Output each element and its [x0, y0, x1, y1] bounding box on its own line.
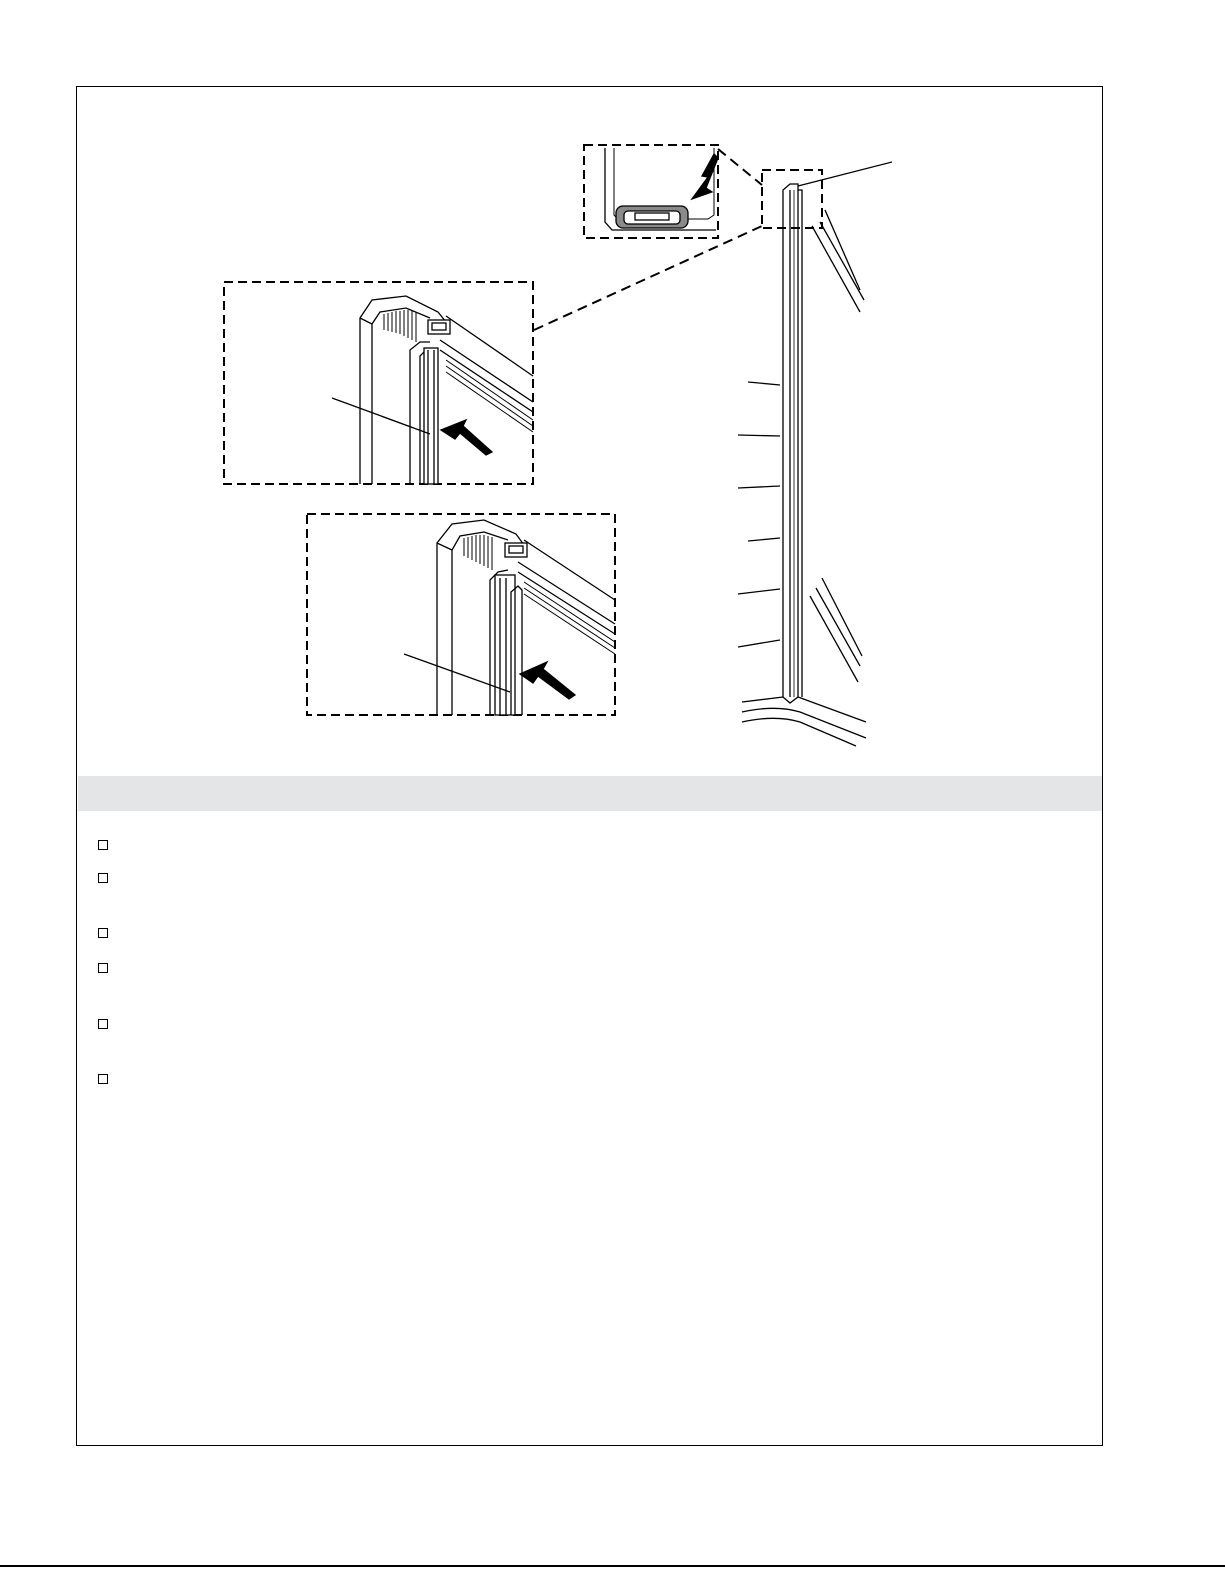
checkbox-icon[interactable] — [98, 963, 108, 973]
checkbox-icon[interactable] — [98, 928, 108, 938]
footer-rule — [0, 1565, 1225, 1567]
content-frame — [76, 86, 1103, 1446]
checkbox-icon[interactable] — [98, 1019, 108, 1029]
checkbox-icon[interactable] — [98, 873, 108, 883]
checkbox-icon[interactable] — [98, 840, 108, 850]
checkbox-icon[interactable] — [98, 1074, 108, 1084]
step-heading-band — [78, 776, 1102, 811]
